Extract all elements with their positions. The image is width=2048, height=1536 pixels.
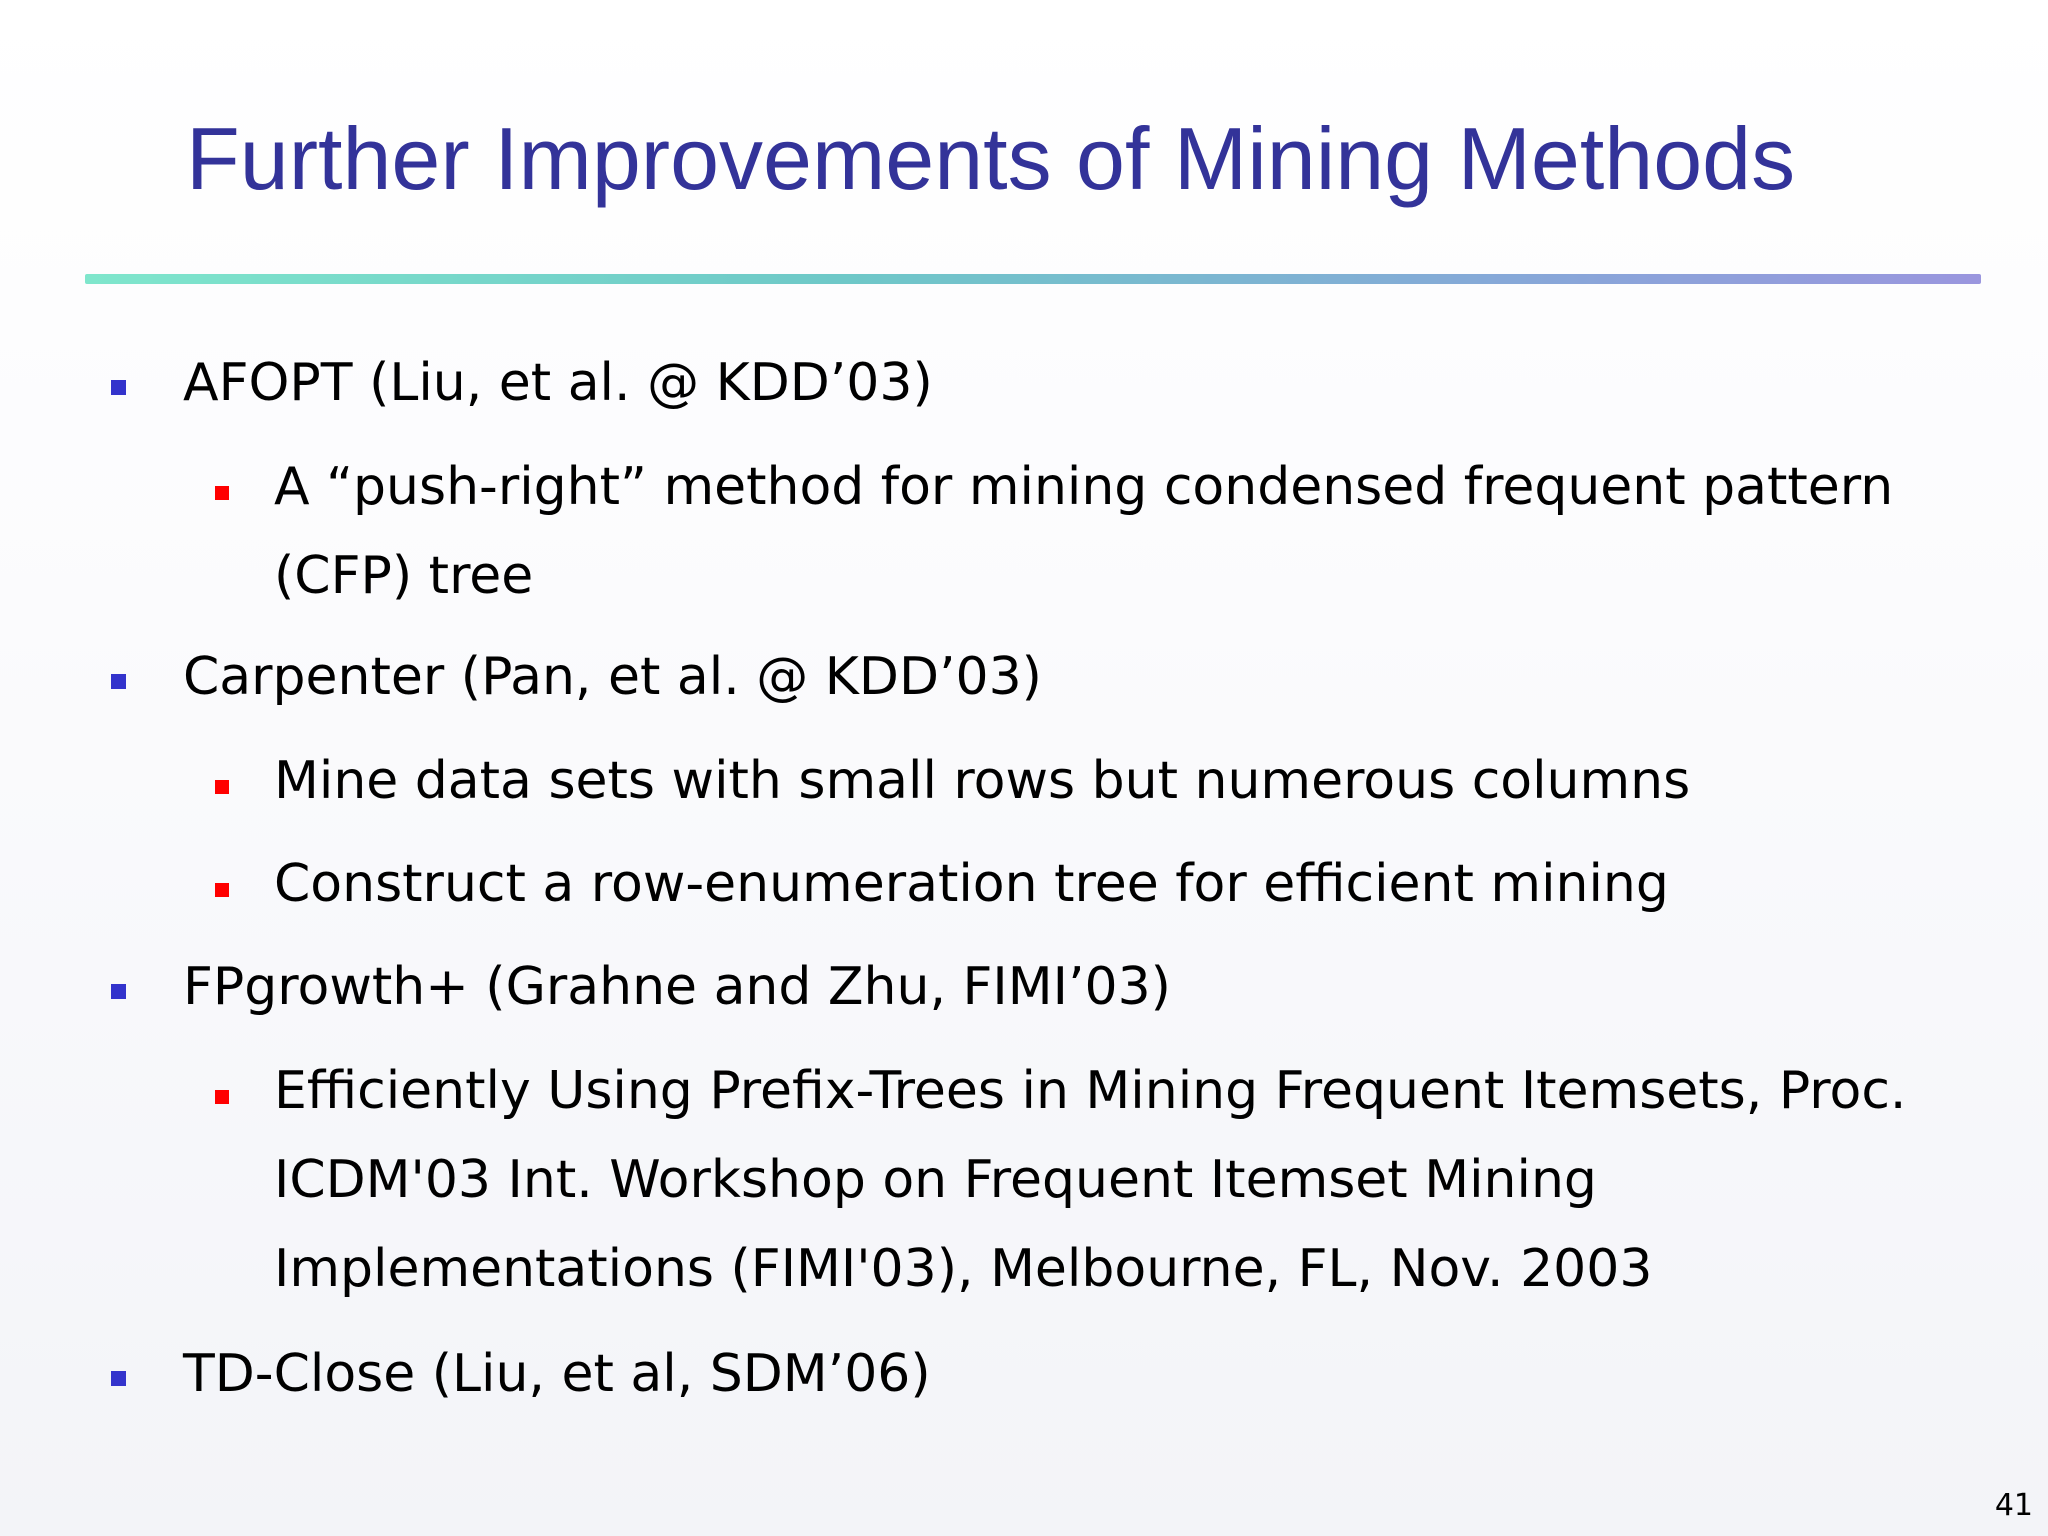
sub-bullet-carpenter-tree: Construct a row-enumeration tree for efficient mining — [274, 854, 1669, 914]
bullet-marker — [111, 1371, 126, 1386]
sub-bullet-afopt-description: A “push-right” method for mining condensed frequent pattern (CFP) tree — [274, 457, 1894, 606]
bullet-fpgrowth-plus: FPgrowth+ (Grahne and Zhu, FIMI’03) — [183, 957, 1171, 1017]
bullet-marker — [111, 984, 126, 999]
bullet-carpenter: Carpenter (Pan, et al. @ KDD’03) — [183, 647, 1042, 707]
slide-title: Further Improvements of Mining Methods — [186, 109, 1796, 208]
bullet-td-close: TD-Close (Liu, et al, SDM’06) — [183, 1344, 931, 1404]
bullet-afopt: AFOPT (Liu, et al. @ KDD’03) — [183, 353, 933, 413]
bullet-marker — [111, 674, 126, 689]
sub-bullet-marker — [215, 883, 229, 897]
sub-bullet-marker — [215, 486, 229, 500]
sub-bullet-fpgrowth-citation: Efficiently Using Prefix-Trees in Mining Frequent Itemsets, Proc. ICDM'03 Int. Workshop on Frequent Itemset Mining Implementations (FIMI'03), Melbourne, FL, Nov. 2003 — [274, 1061, 1907, 1299]
bullet-marker — [111, 380, 126, 395]
sub-bullet-carpenter-rows: Mine data sets with small rows but numerous columns — [274, 751, 1691, 811]
sub-bullet-marker — [215, 1090, 229, 1104]
sub-bullet-marker — [215, 780, 229, 794]
page-number: 41 — [1994, 1488, 2033, 1523]
